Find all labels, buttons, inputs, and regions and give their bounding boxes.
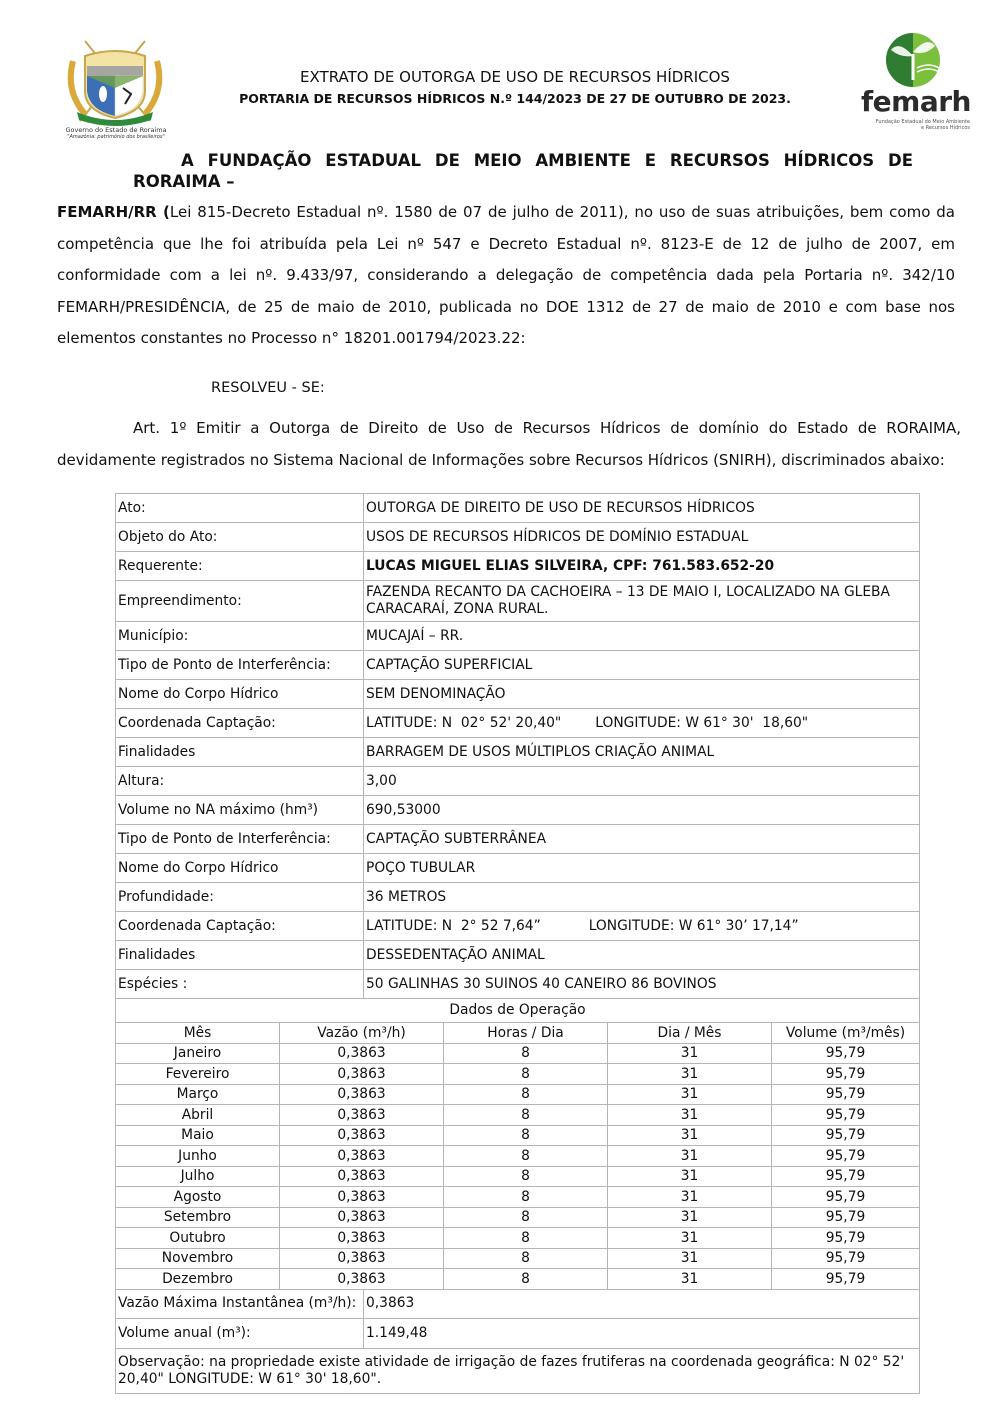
volume-cell: 95,79 <box>772 1207 920 1228</box>
observacao: Observação: na propriedade existe atividade de irrigação de fazes frutiferas na coordenada geográfica: N 02° 52' 20,40" LONGITUDE: W 61° 30' 18,60". <box>116 1348 920 1393</box>
horas-dia-cell: 8 <box>444 1187 608 1208</box>
operation-month-row <box>116 1064 919 1085</box>
row-value: 36 METROS <box>364 883 920 912</box>
row-value: SEM DENOMINAÇÃO <box>364 680 920 709</box>
longitude: LONGITUDE: W 61° 30’ 17,14” <box>588 917 799 934</box>
row-value: OUTORGA DE DIREITO DE USO DE RECURSOS HÍDRICOS <box>364 494 920 523</box>
column-header: Vazão (m³/h) <box>280 1023 444 1044</box>
coordinate-value <box>364 709 920 738</box>
logo-left-motto: "Amazônia: patrimônio dos brasileiros" <box>67 134 165 140</box>
row-label: Ato: <box>116 494 364 523</box>
table-row <box>116 1348 920 1393</box>
table-row <box>116 970 920 999</box>
row-value: 3,00 <box>364 767 920 796</box>
dia-mes-cell: 31 <box>608 1125 772 1146</box>
volume-cell: 95,79 <box>772 1187 920 1208</box>
dia-mes-cell: 31 <box>608 1269 772 1289</box>
vazao-cell: 0,3863 <box>280 1146 444 1167</box>
operation-month-row <box>116 1269 919 1289</box>
operation-month-row <box>116 1146 919 1167</box>
month-cell: Junho <box>116 1146 280 1167</box>
dia-mes-cell: 31 <box>608 1043 772 1064</box>
table-row <box>116 622 920 651</box>
month-cell: Julho <box>116 1166 280 1187</box>
row-label: Tipo de Ponto de Interferência: <box>116 651 364 680</box>
row-label: Nome do Corpo Hídrico <box>116 680 364 709</box>
row-value: POÇO TUBULAR <box>364 854 920 883</box>
volume-cell: 95,79 <box>772 1166 920 1187</box>
dia-mes-cell: 31 <box>608 1166 772 1187</box>
table-row <box>116 709 920 738</box>
month-cell: Novembro <box>116 1248 280 1269</box>
column-header: Volume (m³/mês) <box>772 1023 920 1044</box>
longitude: LONGITUDE: W 61° 30' 18,60" <box>595 714 809 731</box>
femarh-logo <box>855 32 970 137</box>
row-label: Espécies : <box>116 970 364 999</box>
table-row <box>116 912 920 941</box>
row-label: Tipo de Ponto de Interferência: <box>116 825 364 854</box>
month-cell: Março <box>116 1084 280 1105</box>
row-value: USOS DE RECURSOS HÍDRICOS DE DOMÍNIO ESTADUAL <box>364 523 920 552</box>
row-label: Profundidade: <box>116 883 364 912</box>
row-value: CAPTAÇÃO SUBTERRÂNEA <box>364 825 920 854</box>
dia-mes-cell: 31 <box>608 1228 772 1249</box>
horas-dia-cell: 8 <box>444 1064 608 1085</box>
intro-bold-lead: FEMARH/RR ( <box>57 203 170 221</box>
operation-month-row <box>116 1187 919 1208</box>
horas-dia-cell: 8 <box>444 1207 608 1228</box>
vazao-cell: 0,3863 <box>280 1105 444 1126</box>
row-value: BARRAGEM DE USOS MÚLTIPLOS CRIAÇÃO ANIMAL <box>364 738 920 767</box>
vazao-cell: 0,3863 <box>280 1228 444 1249</box>
column-header: Dia / Mês <box>608 1023 772 1044</box>
volume-cell: 95,79 <box>772 1084 920 1105</box>
document-subtitle: PORTARIA DE RECURSOS HÍDRICOS N.º 144/2023 DE 27 DE OUTUBRO DE 2023. <box>239 91 791 106</box>
femarh-caption-line1: Fundação Estadual do Meio Ambiente <box>875 119 970 125</box>
dia-mes-cell: 31 <box>608 1105 772 1126</box>
dia-mes-cell: 31 <box>608 1207 772 1228</box>
row-value: MUCAJAÍ – RR. <box>364 622 920 651</box>
vazao-cell: 0,3863 <box>280 1207 444 1228</box>
operation-month-row <box>116 1043 919 1064</box>
row-value: DESSEDENTAÇÃO ANIMAL <box>364 941 920 970</box>
row-label: Requerente: <box>116 552 364 581</box>
table-row <box>116 523 920 552</box>
row-label: Coordenada Captação: <box>116 912 364 941</box>
operation-header-row <box>116 1023 919 1044</box>
dia-mes-cell: 31 <box>608 1146 772 1167</box>
volume-cell: 95,79 <box>772 1064 920 1085</box>
vazao-cell: 0,3863 <box>280 1084 444 1105</box>
document-title: EXTRATO DE OUTORGA DE USO DE RECURSOS HÍDRICOS <box>300 68 730 86</box>
horas-dia-cell: 8 <box>444 1269 608 1289</box>
row-label: Finalidades <box>116 941 364 970</box>
volume-cell: 95,79 <box>772 1228 920 1249</box>
vazao-maxima-value: 0,3863 <box>364 1289 920 1318</box>
operation-month-row <box>116 1248 919 1269</box>
table-row <box>116 1318 920 1348</box>
row-label: Objeto do Ato: <box>116 523 364 552</box>
horas-dia-cell: 8 <box>444 1043 608 1064</box>
month-cell: Maio <box>116 1125 280 1146</box>
volume-cell: 95,79 <box>772 1248 920 1269</box>
article-1-text: Art. 1º Emitir a Outorga de Direito de Uso de Recursos Hídricos de domínio do Estado de RORAIMA, devidamente registrados no Sistema Nacional de Informações sobre Recursos Hídricos (SNIRH), discriminados abaixo: <box>57 419 961 469</box>
horas-dia-cell: 8 <box>444 1084 608 1105</box>
month-cell: Abril <box>116 1105 280 1126</box>
table-row <box>116 854 920 883</box>
table-row <box>116 767 920 796</box>
operation-data-title: Dados de Operação <box>449 1002 586 1018</box>
vazao-cell: 0,3863 <box>280 1064 444 1085</box>
heading-line-2: RORAIMA – <box>133 172 235 191</box>
operation-data-table <box>116 999 919 1289</box>
intro-text: Lei 815-Decreto Estadual nº. 1580 de 07 de julho de 2011), no uso de suas atribuições, bem como da competência que lhe foi atribuída pela Lei nº 547 e Decreto Estadual nº. 8123-E de 12 de julho de 2007, em conformidade com a lei nº. 9.433/97, considerando a delegação de competência dada pela Portaria nº. 342/10 FEMARH/PRESIDÊNCIA, de 25 de maio de 2010, publicada no DOE 1312 de 27 de maio de 2010 e com base nos elementos constantes no Processo n° 18201.001794/2023.22: <box>57 203 955 347</box>
roraima-government-logo <box>55 36 175 146</box>
dia-mes-cell: 31 <box>608 1248 772 1269</box>
femarh-leaf-logo-icon <box>855 32 970 88</box>
operation-data-section <box>116 999 920 1290</box>
heading-line-1: A FUNDAÇÃO ESTADUAL DE MEIO AMBIENTE E RECURSOS HÍDRICOS DE <box>181 151 913 170</box>
volume-cell: 95,79 <box>772 1125 920 1146</box>
femarh-wordmark: femarh <box>861 85 971 118</box>
dia-mes-cell: 31 <box>608 1187 772 1208</box>
table-row <box>116 581 920 622</box>
table-row <box>116 1289 920 1318</box>
femarh-caption-line2: e Recursos Hídricos <box>920 125 970 131</box>
vazao-maxima-label: Vazão Máxima Instantânea (m³/h): <box>116 1289 364 1318</box>
volume-cell: 95,79 <box>772 1269 920 1289</box>
volume-anual-label: Volume anual (m³): <box>116 1318 364 1348</box>
vazao-cell: 0,3863 <box>280 1269 444 1289</box>
logo-left-caption: Governo do Estado de Roraima <box>65 126 167 134</box>
table-row <box>116 941 920 970</box>
row-value: CAPTAÇÃO SUPERFICIAL <box>364 651 920 680</box>
month-cell: Dezembro <box>116 1269 280 1289</box>
operation-month-row <box>116 1125 919 1146</box>
row-label: Nome do Corpo Hídrico <box>116 854 364 883</box>
horas-dia-cell: 8 <box>444 1146 608 1167</box>
table-row <box>116 796 920 825</box>
column-header: Mês <box>116 1023 280 1044</box>
coordinate-value <box>364 912 920 941</box>
resolveu-label: RESOLVEU - SE: <box>211 380 325 396</box>
horas-dia-cell: 8 <box>444 1228 608 1249</box>
horas-dia-cell: 8 <box>444 1105 608 1126</box>
vazao-cell: 0,3863 <box>280 1187 444 1208</box>
month-cell: Fevereiro <box>116 1064 280 1085</box>
table-row <box>116 738 920 767</box>
table-row <box>116 651 920 680</box>
row-value: FAZENDA RECANTO DA CACHOEIRA – 13 DE MAIO I, LOCALIZADO NA GLEBA CARACARAÍ, ZONA RURAL. <box>364 581 920 622</box>
vazao-cell: 0,3863 <box>280 1248 444 1269</box>
table-row <box>116 680 920 709</box>
dia-mes-cell: 31 <box>608 1084 772 1105</box>
row-label: Altura: <box>116 767 364 796</box>
row-label: Município: <box>116 622 364 651</box>
row-label: Coordenada Captação: <box>116 709 364 738</box>
article-1-paragraph <box>57 413 961 476</box>
row-label: Volume no NA máximo (hm³) <box>116 796 364 825</box>
month-cell: Janeiro <box>116 1043 280 1064</box>
dia-mes-cell: 31 <box>608 1064 772 1085</box>
month-cell: Agosto <box>116 1187 280 1208</box>
vazao-cell: 0,3863 <box>280 1166 444 1187</box>
table-row <box>116 825 920 854</box>
latitude: LATITUDE: N 02° 52' 20,40" <box>366 714 562 731</box>
horas-dia-cell: 8 <box>444 1248 608 1269</box>
operation-month-row <box>116 1207 919 1228</box>
month-cell: Setembro <box>116 1207 280 1228</box>
horas-dia-cell: 8 <box>444 1166 608 1187</box>
volume-anual-value: 1.149,48 <box>364 1318 920 1348</box>
table-row <box>116 552 920 581</box>
volume-cell: 95,79 <box>772 1146 920 1167</box>
row-value: 690,53000 <box>364 796 920 825</box>
institution-heading <box>133 150 913 192</box>
vazao-cell: 0,3863 <box>280 1043 444 1064</box>
column-header: Horas / Dia <box>444 1023 608 1044</box>
table-row <box>116 883 920 912</box>
vazao-cell: 0,3863 <box>280 1125 444 1146</box>
month-cell: Outubro <box>116 1228 280 1249</box>
row-label: Finalidades <box>116 738 364 767</box>
operation-month-row <box>116 1105 919 1126</box>
intro-paragraph <box>57 197 955 355</box>
row-label: Empreendimento: <box>116 581 364 622</box>
volume-cell: 95,79 <box>772 1105 920 1126</box>
operation-month-row <box>116 1084 919 1105</box>
table-row <box>116 494 920 523</box>
requerente-value: LUCAS MIGUEL ELIAS SILVEIRA, CPF: 761.583.652-20 <box>364 552 920 581</box>
operation-month-row <box>116 1228 919 1249</box>
roraima-coat-of-arms-icon <box>55 36 175 131</box>
volume-cell: 95,79 <box>772 1043 920 1064</box>
row-value: 50 GALINHAS 30 SUINOS 40 CANEIRO 86 BOVINOS <box>364 970 920 999</box>
latitude: LATITUDE: N 2° 52 7,64” <box>366 917 541 934</box>
horas-dia-cell: 8 <box>444 1125 608 1146</box>
outorga-table <box>115 493 920 1394</box>
operation-month-row <box>116 1166 919 1187</box>
